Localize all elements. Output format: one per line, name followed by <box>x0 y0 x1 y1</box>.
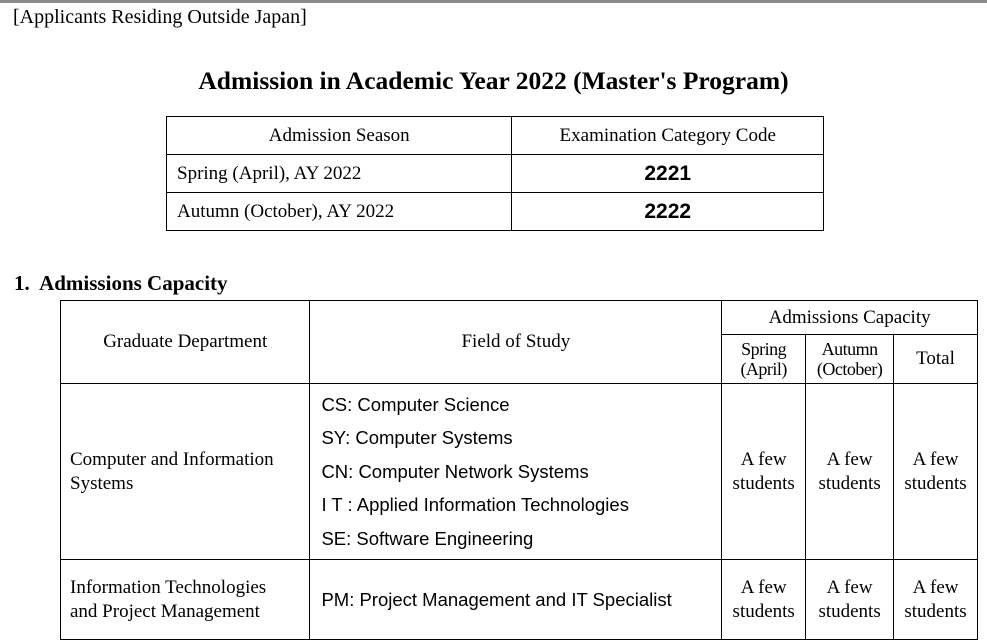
field-item-pm: PM: Project Management and IT Specialist <box>321 588 672 610</box>
exam-code-cell: 2221 <box>512 155 824 193</box>
fields-of-study-cell <box>310 560 722 640</box>
season-cell: Spring (April), AY 2022 <box>167 155 512 193</box>
capacity-value: A few <box>740 576 787 598</box>
department-name-line2: and Project Management <box>70 600 260 622</box>
total-capacity-cell <box>894 560 978 640</box>
field-item-cn: CN: Computer Network Systems <box>321 460 589 482</box>
table-row <box>61 560 978 640</box>
capacity-unit: students <box>904 600 967 622</box>
spring-month-label: (April) <box>740 359 787 379</box>
field-item-cs: CS: Computer Science <box>321 393 510 415</box>
autumn-header <box>806 335 894 384</box>
capacity-value: A few <box>912 448 959 470</box>
spring-capacity-cell <box>722 384 806 560</box>
capacity-value: A few <box>826 448 873 470</box>
field-of-study-header: Field of Study <box>310 301 722 384</box>
department-cell <box>61 384 310 560</box>
total-header: Total <box>894 335 978 384</box>
capacity-value: A few <box>826 576 873 598</box>
fields-of-study-cell <box>310 384 722 560</box>
capacity-unit: students <box>732 472 795 494</box>
department-name-line1: Computer and Information <box>70 448 274 470</box>
spring-capacity-cell <box>722 560 806 640</box>
graduate-department-header: Graduate Department <box>61 301 310 384</box>
applicant-category-note: [Applicants Residing Outside Japan] <box>13 6 307 28</box>
exam-code-header: Examination Category Code <box>512 117 824 155</box>
capacity-unit: students <box>818 472 881 494</box>
exam-category-table <box>166 116 824 231</box>
spring-header <box>722 335 806 384</box>
department-name-line2: Systems <box>70 472 134 494</box>
autumn-capacity-cell <box>806 384 894 560</box>
admissions-capacity-header: Admissions Capacity <box>722 301 978 335</box>
exam-code-cell: 2222 <box>512 193 824 231</box>
total-capacity-cell <box>894 384 978 560</box>
page-title: Admission in Academic Year 2022 (Master's Program) <box>198 66 789 95</box>
department-cell <box>61 560 310 640</box>
autumn-month-label: (October) <box>816 359 883 379</box>
capacity-unit: students <box>732 600 795 622</box>
autumn-label: Autumn <box>821 339 878 359</box>
table-header-row <box>61 301 978 335</box>
field-item-se: SE: Software Engineering <box>321 527 534 549</box>
capacity-unit: students <box>818 600 881 622</box>
top-divider <box>0 0 987 3</box>
field-item-sy: SY: Computer Systems <box>321 427 513 449</box>
autumn-capacity-cell <box>806 560 894 640</box>
department-name-line1: Information Technologies <box>70 576 267 598</box>
table-header-row <box>167 117 824 155</box>
table-row <box>61 384 978 560</box>
table-row <box>167 155 824 193</box>
spring-label: Spring <box>741 339 787 359</box>
season-cell: Autumn (October), AY 2022 <box>167 193 512 231</box>
section-heading-admissions-capacity: 1. Admissions Capacity <box>14 271 228 295</box>
table-row <box>167 193 824 231</box>
admission-season-header: Admission Season <box>167 117 512 155</box>
admissions-capacity-table <box>60 300 978 640</box>
capacity-value: A few <box>912 576 959 598</box>
capacity-unit: students <box>904 472 967 494</box>
field-item-it: I T : Applied Information Technologies <box>321 494 629 516</box>
capacity-value: A few <box>740 448 787 470</box>
